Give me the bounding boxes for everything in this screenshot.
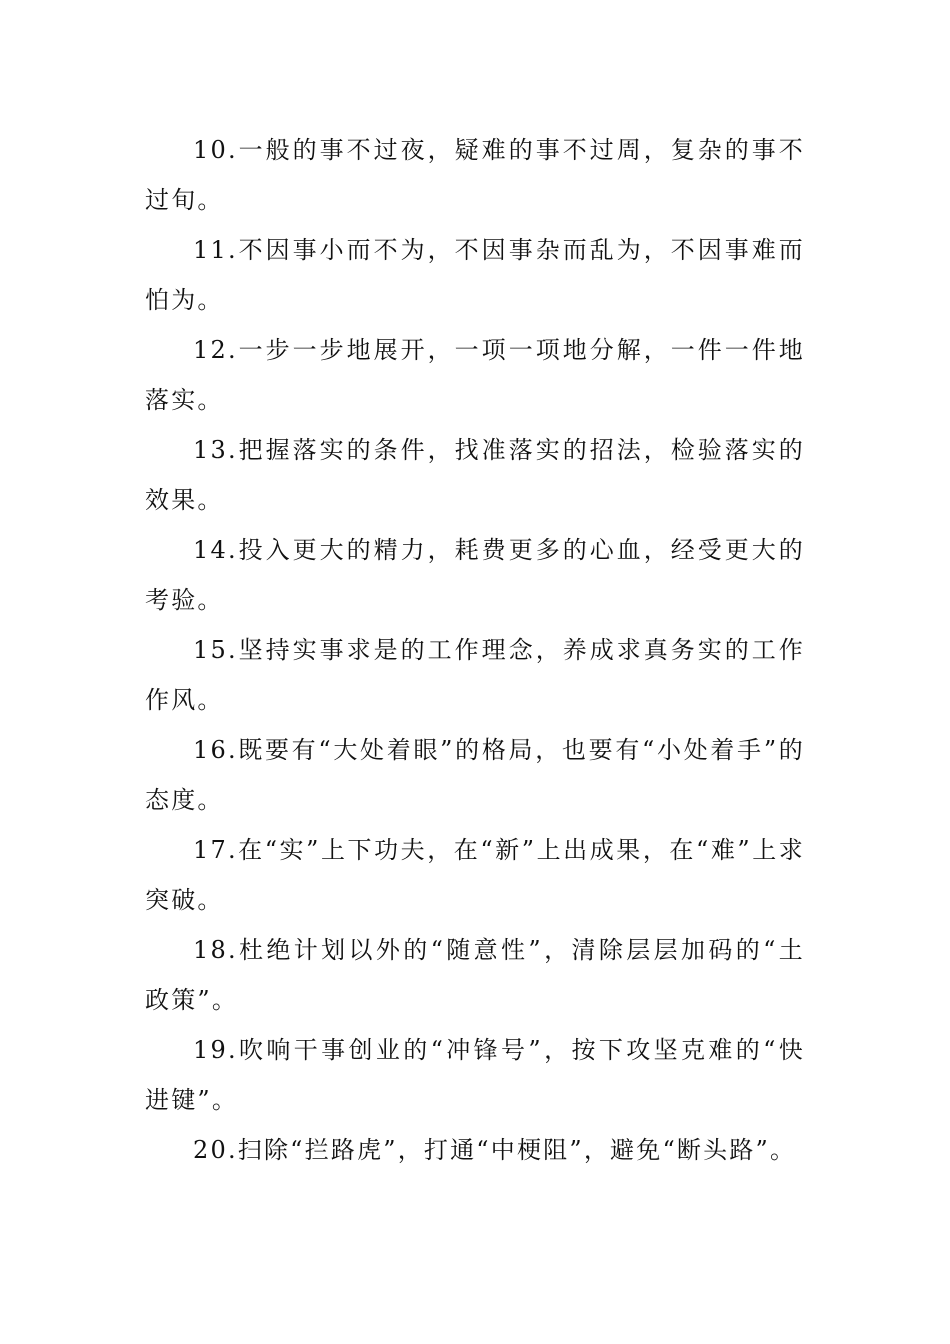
paragraph-20: 20.扫除“拦路虎”，打通“中梗阻”，避免“断头路”。 [193, 1136, 797, 1164]
paragraph-15: 15.坚持实事求是的工作理念，养成求真务实的工作作风。 [145, 636, 805, 714]
paragraph-18: 18.杜绝计划以外的“随意性”，清除层层加码的“土政策”。 [145, 936, 805, 1014]
paragraph-19: 19.吹响干事创业的“冲锋号”，按下攻坚克难的“快进键”。 [145, 1036, 805, 1114]
document-body [145, 125, 805, 1225]
paragraph-11: 11.不因事小而不为，不因事杂而乱为，不因事难而怕为。 [145, 236, 805, 314]
paragraph-13: 13.把握落实的条件，找准落实的招法，检验落实的效果。 [145, 436, 805, 514]
paragraph-16: 16.既要有“大处着眼”的格局，也要有“小处着手”的态度。 [145, 736, 805, 814]
paragraph-12: 12.一步一步地展开，一项一项地分解，一件一件地落实。 [145, 336, 805, 414]
paragraph-10: 10.一般的事不过夜，疑难的事不过周，复杂的事不过旬。 [145, 136, 805, 214]
paragraph-17: 17.在“实”上下功夫，在“新”上出成果，在“难”上求突破。 [145, 836, 805, 914]
paragraph-14: 14.投入更大的精力，耗费更多的心血，经受更大的考验。 [145, 536, 805, 614]
